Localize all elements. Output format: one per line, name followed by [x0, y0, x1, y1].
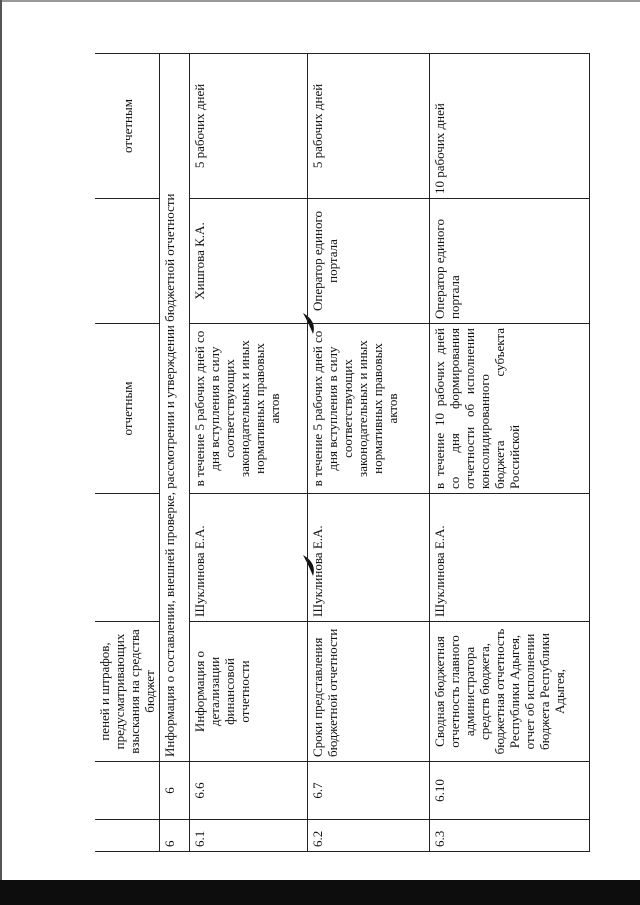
section-number: 6	[160, 820, 190, 852]
section-title: Информация о составлении, внешней проверке, рассмотрении и утверждении бюджетной отчетности	[160, 54, 190, 762]
section-ref: 6	[160, 762, 190, 820]
row-number: 6.1	[190, 820, 308, 852]
row-responsible: Шуклинова Е.А.	[430, 494, 590, 622]
scan-bottom-border	[0, 880, 640, 905]
row-ref: 6.6	[190, 762, 308, 820]
table-row	[308, 54, 430, 852]
row-name: Информация о детализации финансовой отчетности	[190, 622, 308, 762]
row-number: 6.2	[308, 820, 430, 852]
section-header-row	[160, 54, 190, 852]
continuation-cell: пеней и штрафов, предусматривающих взыскания на средства бюджет	[95, 622, 160, 762]
rotated-table-container	[95, 54, 582, 852]
table-row	[430, 54, 590, 852]
scan-left-edge	[0, 0, 2, 880]
table-cell	[95, 199, 160, 324]
continuation-cell: отчетным	[95, 54, 160, 199]
row-executor: Хишгова К.А.	[190, 199, 308, 324]
row-period: 5 рабочих дней	[190, 54, 308, 199]
table-cell	[95, 762, 160, 820]
table-cell	[95, 820, 160, 852]
continuation-cell: отчетным	[95, 324, 160, 494]
row-number: 6.3	[430, 820, 590, 852]
row-period: 5 рабочих дней	[308, 54, 430, 199]
table-row	[190, 54, 308, 852]
row-responsible: Шуклинова Е.А.	[308, 494, 430, 622]
scan-top-edge	[0, 0, 640, 2]
table-cell	[95, 494, 160, 622]
row-deadline: в течение 5 рабочих дней со дня вступления в силу соответствующих законодательных и иных нормативных правовых актов	[308, 324, 430, 494]
row-executor: Оператор единого портала	[430, 199, 590, 324]
report-table	[95, 53, 590, 852]
row-responsible: Шуклинова Е.А.	[190, 494, 308, 622]
row-name: Сроки представления бюджетной отчетности	[308, 622, 430, 762]
row-ref: 6.10	[430, 762, 590, 820]
row-name: Сводная бюджетная отчетность главного администратора средств бюджета, бюджетная отчетность Республики Адыгея, отчет об исполнении бюджета Республики Адыгея,	[430, 622, 590, 762]
table-row	[95, 54, 160, 852]
row-deadline: в течение 5 рабочих дней со дня вступления в силу соответствующих законодательных и иных нормативных правовых актов	[190, 324, 308, 494]
row-deadline: в течение 10 рабочих дней со дня формирования отчетности об исполнении консолидированного бюджета субъекта Российской	[430, 324, 590, 494]
row-executor: Оператор единого портала	[308, 199, 430, 324]
row-period: 10 рабочих дней	[430, 54, 590, 199]
row-ref: 6.7	[308, 762, 430, 820]
